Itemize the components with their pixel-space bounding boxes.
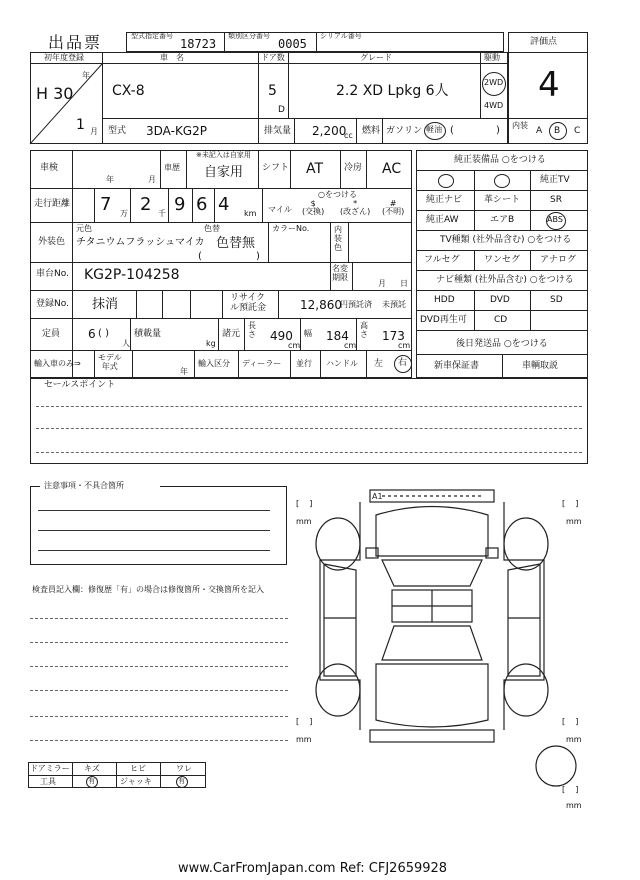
tv-analog: アナログ: [540, 255, 577, 265]
equip-title: 純正装備品 ○をつける: [454, 155, 546, 165]
first-reg-label: 初年度登録: [44, 53, 84, 62]
type-label: 型式: [108, 126, 127, 136]
displacement-label: 排気量: [264, 126, 292, 136]
navi-cd: CD: [494, 315, 508, 325]
equip-sr: SR: [550, 195, 562, 205]
shift-value: AT: [306, 161, 324, 177]
class-no: 0005: [278, 37, 307, 51]
form-title: 出品票: [48, 33, 103, 52]
height-value: 173: [382, 329, 405, 343]
equip-navi: 純正ナビ: [426, 195, 463, 205]
displacement-value: 2,200: [312, 124, 347, 138]
fuel-gasoline: ガソリン: [386, 126, 423, 136]
interior-c: C: [574, 126, 581, 136]
mileage-digit-5: 4: [218, 194, 230, 215]
score-label: 評価点: [530, 37, 558, 47]
interior-color-label: 内装色: [334, 225, 342, 252]
notes-label: 注意事項・不具合箇所: [44, 481, 124, 490]
footer-ref: www.CarFromJapan.com Ref: CFJ2659928: [178, 861, 448, 876]
dim-label: 諸元: [222, 329, 241, 339]
handle-right-selected: 右: [398, 358, 408, 368]
doors-label: ドア数: [261, 53, 285, 62]
navi-sd: SD: [550, 295, 563, 305]
drive-label: 駆動: [484, 53, 500, 62]
capacity-label: 定員: [42, 329, 61, 339]
equip-abs: ABS: [547, 215, 563, 224]
mileage-digit-4: 6: [196, 194, 208, 215]
tv-title: TV種類 (社外品含む) ○をつける: [440, 235, 572, 245]
chassis-value: KG2P-104258: [84, 267, 180, 283]
ac-value: AC: [382, 161, 402, 177]
later-title: 後日発送品 ○をつける: [456, 339, 548, 349]
fuel-selected: 軽油: [426, 125, 442, 134]
history-value: 自家用: [204, 165, 244, 180]
first-reg-month: 1: [76, 117, 85, 133]
chassis-label: 車台No.: [36, 269, 69, 279]
grade-value: 2.2 XD Lpkg 6人: [336, 83, 449, 99]
color-change-value: 色替無: [216, 236, 256, 251]
import-class-label: 輸入区分: [198, 359, 230, 368]
car-name: CX-8: [112, 83, 145, 99]
grade-label: グレード: [360, 53, 392, 62]
name-change-label: 名変期限: [332, 264, 348, 282]
navi-dvd: DVD: [490, 295, 510, 305]
drive-other: 4WD: [484, 101, 504, 110]
equip-tv: 純正TV: [540, 175, 570, 185]
load-label: 積載量: [134, 329, 162, 339]
navi-title: ナビ種類 (社外品含む) ○をつける: [436, 275, 574, 285]
serial-label: シリアル番号: [320, 32, 362, 40]
recycle-label: リサイクル預託金: [230, 293, 267, 313]
mileage-tampered: * (改ざん): [340, 199, 371, 216]
score-value: 4: [538, 65, 560, 105]
width-value: 184: [326, 329, 349, 343]
drive-selected: 2WD: [484, 78, 504, 87]
mileage-unknown: # (不明): [382, 199, 405, 216]
a1-marker: A1: [372, 492, 383, 501]
tv-fullseg: フルセグ: [424, 255, 460, 265]
navi-hdd: HDD: [434, 295, 455, 305]
ac-label: 冷房: [344, 163, 363, 173]
reg-value: 抹消: [92, 297, 119, 312]
model-no-label: 型式指定番号: [131, 32, 173, 40]
later-warranty: 新車保証書: [434, 361, 480, 371]
sales-point-label: セールスポイント: [44, 380, 116, 390]
equip-leather: 革シート: [484, 195, 521, 205]
class-no-label: 類別区分番号: [228, 32, 270, 40]
mileage-exchange: $ (交換): [302, 199, 325, 216]
inspection-label: 車検: [40, 163, 59, 173]
import-label: 輸入車のみ⇒: [34, 359, 81, 368]
equip-airbag: エアB: [490, 215, 515, 225]
equip-aw: 純正AW: [426, 215, 459, 225]
recycle-value: 12,860: [300, 298, 342, 312]
inspector-label: 検査員記入欄：修復歴「有」の場合は修復箇所・交換箇所を記入: [32, 585, 264, 594]
later-manual: 車輌取説: [522, 361, 559, 371]
color-value: チタニウムフラッシュマイカ: [76, 237, 205, 248]
color-label: 外装色: [38, 237, 66, 247]
navi-dvd-play: DVD再生可: [420, 315, 467, 325]
tv-oneseg: ワンセグ: [484, 255, 521, 265]
color-no-label: カラーNo.: [272, 224, 310, 233]
first-reg-era: H 30: [36, 84, 74, 103]
interior-a: A: [536, 126, 543, 136]
mileage-digit-1: 7: [100, 194, 112, 215]
car-name-label: 車 名: [160, 53, 184, 62]
reg-label: 登録No.: [36, 299, 69, 309]
mileage-digit-3: 9: [174, 194, 186, 215]
model-no: 18723: [180, 37, 217, 51]
fuel-label: 燃料: [362, 126, 381, 136]
doors-value: 5: [268, 83, 277, 99]
mileage-label: 走行距離: [34, 199, 71, 209]
type-value: 3DA-KG2P: [146, 124, 207, 138]
mileage-mile: マイル: [268, 205, 292, 214]
length-value: 490: [270, 329, 293, 343]
mileage-digit-2: 2: [140, 194, 152, 215]
capacity-value: 6: [88, 327, 96, 341]
history-label: 車歴: [164, 163, 180, 172]
shift-label: シフト: [262, 163, 290, 173]
interior-b: B: [554, 126, 561, 136]
interior-label: 内装: [512, 121, 528, 130]
